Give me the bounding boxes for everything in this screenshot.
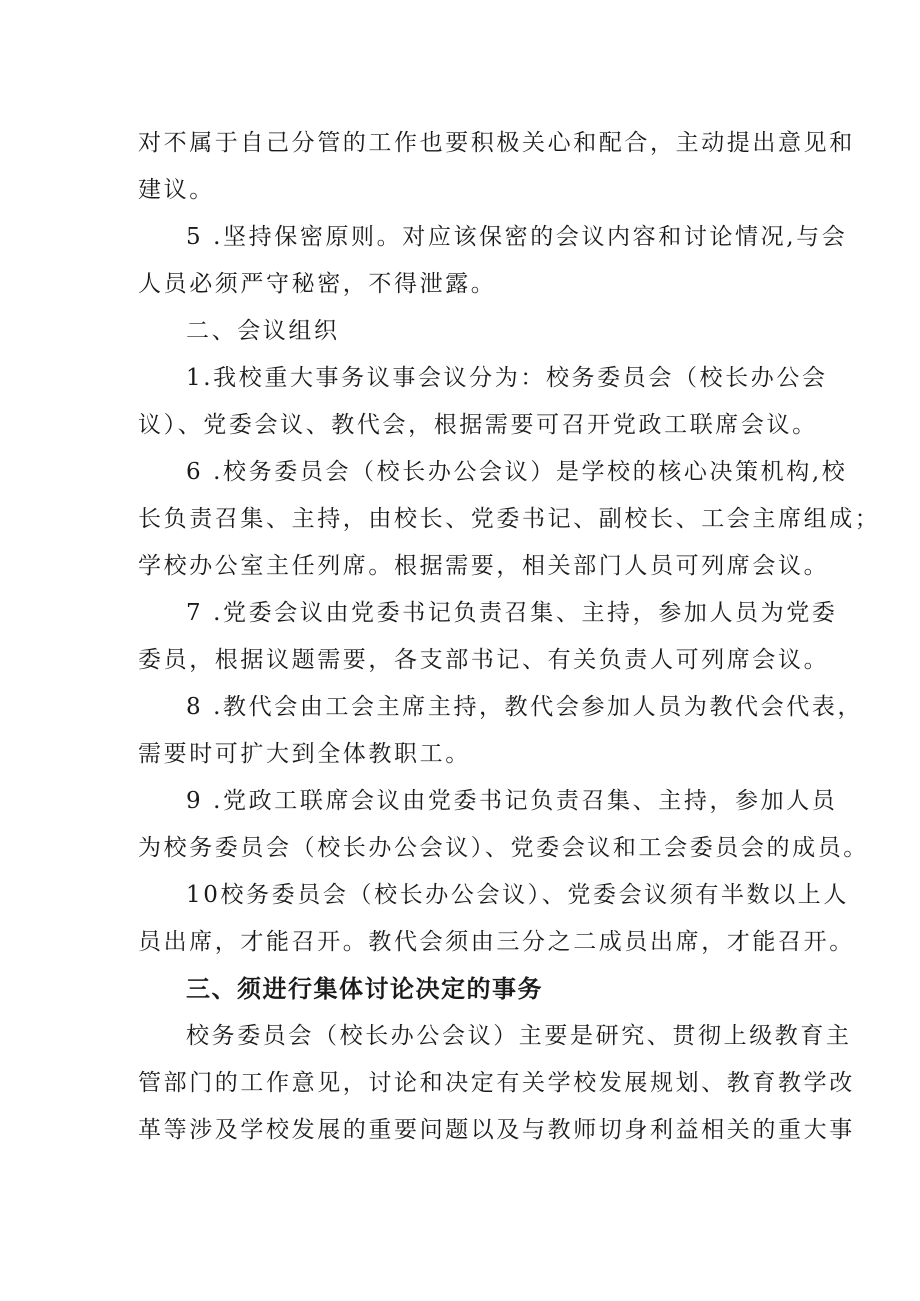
text-line: 7 .党委会议由党委书记负责召集、主持，参加人员为党委 [186, 600, 838, 626]
text-line: 1.我校重大事务议事会议分为：校务委员会（校长办公会 [186, 365, 828, 391]
text-line: 对不属于自己分管的工作也要积极关心和配合，主动提出意见和 [138, 130, 855, 156]
text-line: 8 .教代会由工会主席主持，教代会参加人员为教代会代表， [186, 694, 864, 720]
paragraph-cooperation [138, 120, 855, 214]
text-line: 6 .校务委员会（校长办公会议）是学校的核心决策机构,校 [186, 459, 848, 485]
text-line: 人员必须严守秘密，不得泄露。 [138, 271, 497, 297]
paragraph-school-committee [138, 449, 881, 590]
text-line: 学校办公室主任列席。根据需要，相关部门人员可列席会议。 [138, 553, 830, 579]
text-line: 员出席，才能召开。教代会须由三分之二成员出席，才能召开。 [138, 929, 855, 955]
text-line: 管部门的工作意见，讨论和决定有关学校发展规划、教育教学改 [138, 1070, 855, 1096]
text-line: 革等涉及学校发展的重要问题以及与教师切身利益相关的重大事 [138, 1117, 855, 1143]
text-line: 委员，根据议题需要，各支部书记、有关负责人可列席会议。 [138, 647, 830, 673]
paragraph-quorum [138, 872, 855, 966]
paragraph-party-committee [138, 590, 838, 684]
text-line: 5 .坚持保密原则。对应该保密的会议内容和讨论情况,与会 [186, 224, 848, 250]
document-body [138, 120, 881, 1154]
text-line: 9 .党政工联席会议由党委书记负责召集、主持，参加人员 [186, 788, 838, 814]
paragraph-staff-congress [138, 684, 864, 778]
text-line: 需要时可扩大到全体教职工。 [138, 741, 471, 767]
text-line: 为校务委员会（校长办公会议）、党委会议和工会委员会的成员。 [138, 835, 869, 861]
text-line: 长负责召集、主持，由校长、党委书记、副校长、工会主席组成； [138, 506, 881, 532]
section-heading-meeting-organization [138, 308, 798, 355]
paragraph-committee-duties [138, 1013, 855, 1154]
text-line: 10校务委员会（校长办公会议）、党委会议须有半数以上人 [186, 882, 849, 908]
text-line: 建议。 [138, 177, 215, 203]
text-line: 校务委员会（校长办公会议）主要是研究、贯彻上级教育主 [186, 1023, 852, 1049]
text-line: 议）、党委会议、教代会，根据需要可召开党政工联席会议。 [138, 412, 818, 438]
paragraph-joint-meeting [138, 778, 869, 872]
paragraph-meeting-types [138, 355, 828, 449]
paragraph-confidentiality [138, 214, 848, 308]
text-line: 二、会议组织 [186, 318, 340, 344]
section-heading-collective-decisions: 三、须进行集体讨论决定的事务 [186, 975, 543, 1003]
